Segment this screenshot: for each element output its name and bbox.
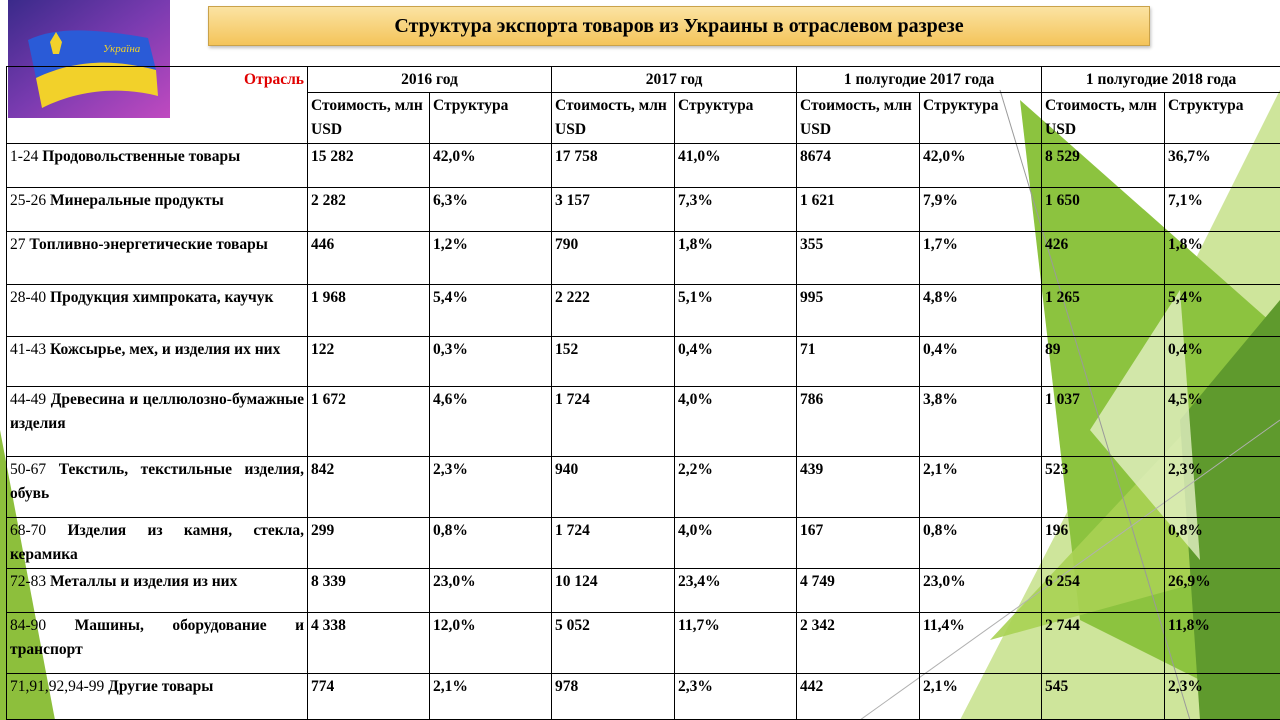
value-cell: 1 621 xyxy=(797,188,920,232)
table-row xyxy=(7,518,1280,569)
share-cell: 6,3% xyxy=(430,188,552,232)
share-header: Структура xyxy=(920,93,1042,144)
share-cell: 5,1% xyxy=(675,285,797,337)
header-row-periods xyxy=(7,67,1280,93)
logo-text: Україна xyxy=(103,43,141,55)
sector-cell xyxy=(7,232,308,285)
value-cell: 196 xyxy=(1042,518,1165,569)
value-header: Стоимость, млн USD xyxy=(308,93,430,144)
value-cell: 2 342 xyxy=(797,613,920,674)
table-row xyxy=(7,232,1280,285)
value-cell: 299 xyxy=(308,518,430,569)
sector-code: 71,91,92,94-99 xyxy=(10,678,105,695)
table-row xyxy=(7,387,1280,457)
sector-name: Другие товары xyxy=(108,678,214,695)
sector-cell xyxy=(7,337,308,387)
share-cell: 3,8% xyxy=(920,387,1042,457)
share-cell: 0,4% xyxy=(675,337,797,387)
value-cell: 355 xyxy=(797,232,920,285)
sector-name: Изделия из камня, стекла, керамика xyxy=(10,522,305,563)
value-cell: 8 529 xyxy=(1042,144,1165,188)
value-cell: 1 724 xyxy=(552,387,675,457)
sector-cell xyxy=(7,387,308,457)
share-cell: 2,3% xyxy=(1165,457,1280,518)
table-row xyxy=(7,285,1280,337)
share-cell: 4,5% xyxy=(1165,387,1280,457)
value-cell: 940 xyxy=(552,457,675,518)
sector-name: Кожсырье, мех, и изделия их них xyxy=(50,341,281,358)
page-title: Структура экспорта товаров из Украины в отраслевом разрезе xyxy=(208,6,1150,46)
share-cell: 5,4% xyxy=(430,285,552,337)
table-row xyxy=(7,188,1280,232)
sector-cell xyxy=(7,188,308,232)
value-cell: 523 xyxy=(1042,457,1165,518)
sector-code: 50-67 xyxy=(10,461,47,478)
sector-cell xyxy=(7,285,308,337)
table-row xyxy=(7,613,1280,674)
share-header: Структура xyxy=(430,93,552,144)
sector-cell xyxy=(7,613,308,674)
share-cell: 2,3% xyxy=(1165,674,1280,720)
value-cell: 1 724 xyxy=(552,518,675,569)
share-cell: 2,1% xyxy=(920,674,1042,720)
share-cell: 1,8% xyxy=(675,232,797,285)
sector-code: 25-26 xyxy=(10,192,47,209)
sector-code: 84-90 xyxy=(10,617,47,634)
value-cell: 122 xyxy=(308,337,430,387)
period-header: 2017 год xyxy=(552,67,797,93)
value-cell: 1 037 xyxy=(1042,387,1165,457)
share-cell: 23,4% xyxy=(675,569,797,613)
period-header: 1 полугодие 2017 года xyxy=(797,67,1042,93)
share-cell: 2,1% xyxy=(920,457,1042,518)
share-cell: 1,7% xyxy=(920,232,1042,285)
table-row xyxy=(7,144,1280,188)
share-cell: 0,3% xyxy=(430,337,552,387)
share-cell: 4,0% xyxy=(675,518,797,569)
value-cell: 2 744 xyxy=(1042,613,1165,674)
value-cell: 1 672 xyxy=(308,387,430,457)
sector-code: 72-83 xyxy=(10,573,47,590)
share-cell: 5,4% xyxy=(1165,285,1280,337)
share-header: Структура xyxy=(1165,93,1280,144)
sector-name: Машины, оборудование и транспорт xyxy=(10,617,304,658)
sector-name: Текстиль, текстильные изделия, обувь xyxy=(10,461,305,502)
share-cell: 1,8% xyxy=(1165,232,1280,285)
share-cell: 2,3% xyxy=(430,457,552,518)
share-cell: 11,4% xyxy=(920,613,1042,674)
sector-name: Металлы и изделия из них xyxy=(50,573,238,590)
sector-name: Продовольственные товары xyxy=(42,148,241,165)
value-header: Стоимость, млн USD xyxy=(1042,93,1165,144)
share-cell: 7,9% xyxy=(920,188,1042,232)
value-cell: 1 650 xyxy=(1042,188,1165,232)
share-cell: 0,8% xyxy=(920,518,1042,569)
value-cell: 978 xyxy=(552,674,675,720)
table-row xyxy=(7,674,1280,720)
sector-name: Продукция химпроката, каучук xyxy=(50,289,274,306)
value-cell: 10 124 xyxy=(552,569,675,613)
export-structure-table xyxy=(6,66,1280,720)
share-cell: 41,0% xyxy=(675,144,797,188)
share-cell: 12,0% xyxy=(430,613,552,674)
value-cell: 786 xyxy=(797,387,920,457)
share-cell: 11,8% xyxy=(1165,613,1280,674)
share-cell: 4,0% xyxy=(675,387,797,457)
table-row xyxy=(7,457,1280,518)
value-cell: 5 052 xyxy=(552,613,675,674)
value-cell: 842 xyxy=(308,457,430,518)
share-cell: 7,3% xyxy=(675,188,797,232)
share-cell: 23,0% xyxy=(430,569,552,613)
value-cell: 1 968 xyxy=(308,285,430,337)
sector-name: Древесина и целлюлозно-бумажные изделия xyxy=(10,391,305,432)
share-cell: 0,8% xyxy=(1165,518,1280,569)
value-header: Стоимость, млн USD xyxy=(552,93,675,144)
value-cell: 2 282 xyxy=(308,188,430,232)
value-cell: 17 758 xyxy=(552,144,675,188)
sector-code: 68-70 xyxy=(10,522,47,539)
share-cell: 42,0% xyxy=(430,144,552,188)
share-cell: 36,7% xyxy=(1165,144,1280,188)
sector-cell xyxy=(7,457,308,518)
value-cell: 167 xyxy=(797,518,920,569)
value-cell: 439 xyxy=(797,457,920,518)
share-cell: 4,8% xyxy=(920,285,1042,337)
value-cell: 8 339 xyxy=(308,569,430,613)
sector-cell xyxy=(7,674,308,720)
value-cell: 1 265 xyxy=(1042,285,1165,337)
period-header: 2016 год xyxy=(308,67,552,93)
sector-code: 44-49 xyxy=(10,391,47,408)
share-cell: 26,9% xyxy=(1165,569,1280,613)
value-cell: 545 xyxy=(1042,674,1165,720)
share-cell: 4,6% xyxy=(430,387,552,457)
table-row xyxy=(7,569,1280,613)
value-cell: 995 xyxy=(797,285,920,337)
value-cell: 2 222 xyxy=(552,285,675,337)
share-cell: 0,8% xyxy=(430,518,552,569)
share-cell: 7,1% xyxy=(1165,188,1280,232)
share-cell: 1,2% xyxy=(430,232,552,285)
share-cell: 0,4% xyxy=(1165,337,1280,387)
sector-cell xyxy=(7,518,308,569)
value-header: Стоимость, млн USD xyxy=(797,93,920,144)
value-cell: 8674 xyxy=(797,144,920,188)
value-cell: 790 xyxy=(552,232,675,285)
value-cell: 774 xyxy=(308,674,430,720)
period-header: 1 полугодие 2018 года xyxy=(1042,67,1280,93)
value-cell: 71 xyxy=(797,337,920,387)
value-cell: 3 157 xyxy=(552,188,675,232)
value-cell: 442 xyxy=(797,674,920,720)
value-cell: 4 338 xyxy=(308,613,430,674)
value-cell: 89 xyxy=(1042,337,1165,387)
sector-code: 28-40 xyxy=(10,289,47,306)
table-row xyxy=(7,337,1280,387)
share-cell: 23,0% xyxy=(920,569,1042,613)
value-cell: 446 xyxy=(308,232,430,285)
value-cell: 426 xyxy=(1042,232,1165,285)
sector-code: 41-43 xyxy=(10,341,47,358)
sector-cell xyxy=(7,569,308,613)
share-cell: 0,4% xyxy=(920,337,1042,387)
sector-code: 1-24 xyxy=(10,148,39,165)
value-cell: 15 282 xyxy=(308,144,430,188)
sector-name: Топливно-энергетические товары xyxy=(29,236,268,253)
share-header: Структура xyxy=(675,93,797,144)
sector-header: Отрасль xyxy=(7,67,308,144)
value-cell: 6 254 xyxy=(1042,569,1165,613)
sector-cell xyxy=(7,144,308,188)
share-cell: 42,0% xyxy=(920,144,1042,188)
share-cell: 2,3% xyxy=(675,674,797,720)
value-cell: 152 xyxy=(552,337,675,387)
value-cell: 4 749 xyxy=(797,569,920,613)
share-cell: 2,1% xyxy=(430,674,552,720)
sector-code: 27 xyxy=(10,236,26,253)
share-cell: 2,2% xyxy=(675,457,797,518)
table-body xyxy=(7,144,1280,720)
share-cell: 11,7% xyxy=(675,613,797,674)
sector-name: Минеральные продукты xyxy=(50,192,224,209)
